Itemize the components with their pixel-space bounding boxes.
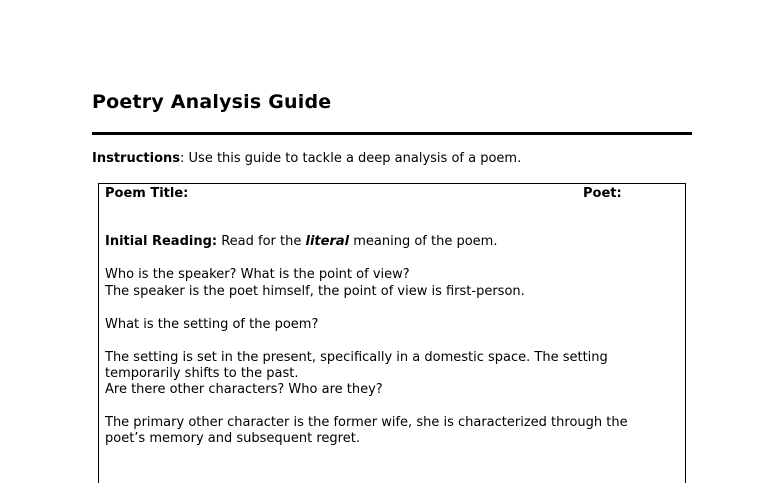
speaker-question: Who is the speaker? What is the point of view? bbox=[105, 267, 410, 282]
setting-answer-line-1: The setting is set in the present, specifically in a domestic space. The setting bbox=[105, 350, 608, 365]
analysis-box bbox=[98, 183, 686, 483]
instructions bbox=[92, 151, 521, 166]
poem-title-label: Poem Title: bbox=[105, 186, 189, 201]
characters-answer-line-1: The primary other character is the former wife, she is characterized through the bbox=[105, 415, 628, 430]
title-divider bbox=[92, 132, 692, 135]
instructions-label: Instructions bbox=[92, 151, 181, 166]
initial-reading-label: Initial Reading: bbox=[105, 234, 218, 249]
setting-question: What is the setting of the poem? bbox=[105, 317, 319, 332]
initial-reading-emphasis: literal bbox=[305, 234, 350, 249]
initial-reading-text-before: Read for the bbox=[217, 234, 306, 249]
characters-question: Are there other characters? Who are they? bbox=[105, 382, 383, 397]
initial-reading-text-after: meaning of the poem. bbox=[349, 234, 498, 249]
characters-answer-line-2: poet’s memory and subsequent regret. bbox=[105, 431, 360, 446]
setting-answer-line-2: temporarily shifts to the past. bbox=[105, 366, 299, 381]
speaker-answer: The speaker is the poet himself, the point of view is first-person. bbox=[105, 284, 525, 299]
initial-reading bbox=[105, 234, 497, 250]
poet-label: Poet: bbox=[583, 186, 622, 201]
page-title: Poetry Analysis Guide bbox=[92, 91, 332, 113]
instructions-text: : Use this guide to tackle a deep analysis of a poem. bbox=[180, 151, 522, 166]
